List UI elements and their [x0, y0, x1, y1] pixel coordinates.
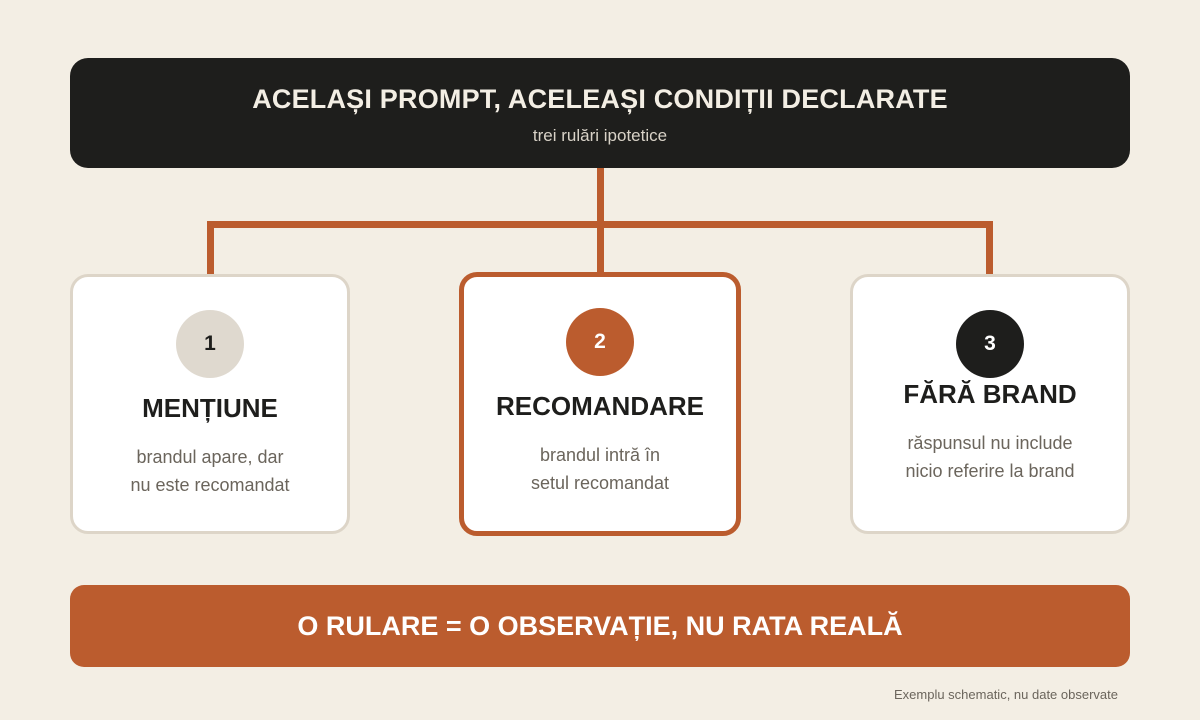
card-title: RECOMANDARE [496, 391, 704, 421]
card-title: MENȚIUNE [142, 393, 278, 423]
card-description [464, 441, 736, 497]
footnote: Exemplu schematic, nu date observate [893, 687, 1118, 702]
card-description-line: brandul apare, dar [136, 447, 284, 467]
card-title: FĂRĂ BRAND [903, 379, 1077, 409]
conclusion-banner: O RULARE = O OBSERVAȚIE, NU RATA REALĂ [70, 585, 1130, 667]
card-description [73, 443, 347, 499]
card-description-line: setul recomandat [530, 473, 670, 493]
connector-left-drop [207, 221, 214, 274]
card-description [853, 429, 1127, 485]
card-mentiune [70, 274, 350, 534]
card-description-line: brandul intră în [539, 445, 661, 465]
connector-right-drop [986, 221, 993, 274]
card-description-line: răspunsul nu include [907, 433, 1073, 453]
card-number-badge: 1 [176, 310, 244, 378]
card-description-line: nu este recomandat [130, 475, 290, 495]
header-title: ACELAȘI PROMPT, ACELEAȘI CONDIȚII DECLARATE [252, 84, 948, 114]
card-number-badge: 2 [566, 308, 634, 376]
card-recomandare [459, 272, 741, 536]
card-description-line: nicio referire la brand [905, 461, 1075, 481]
header-panel [70, 58, 1130, 168]
connector-horizontal [207, 221, 993, 228]
card-fara-brand [850, 274, 1130, 534]
card-number-badge: 3 [956, 310, 1024, 378]
header-subtitle: trei rulări ipotetice [532, 126, 668, 145]
